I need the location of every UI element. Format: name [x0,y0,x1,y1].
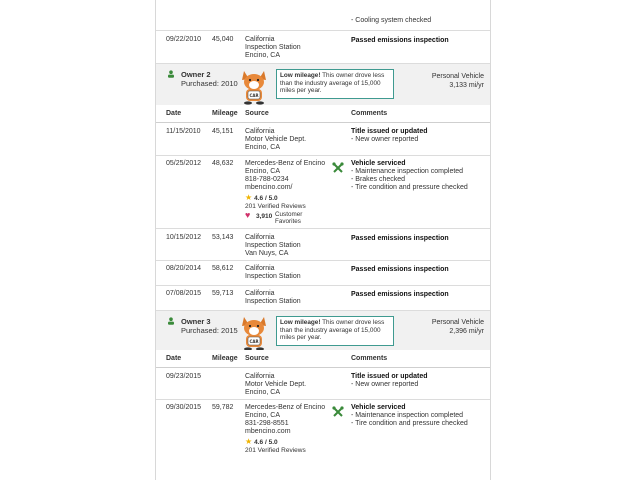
record-mileage: 48,632 [212,160,234,167]
favorites-count: 3,910 [256,213,273,220]
owner-purchased: Purchased: 2015 [181,326,238,335]
low-mileage-text: This owner drove less than the industry average of 15,000 miles per year. [280,319,385,342]
dealer-phone: 818-788-0234 [245,176,289,183]
header-source: Source [245,355,269,362]
heart-icon: ♥ [245,210,251,220]
verified-reviews-link[interactable]: 201 Verified Reviews [245,203,306,210]
table-row [156,286,490,311]
low-mileage-notice [276,316,394,346]
source-line: Encino, CA [245,144,281,151]
low-mileage-text: This owner drove less than the industry average of 15,000 miles per year. [280,72,385,95]
record-source [245,404,341,455]
comment-line: - Maintenance inspection completed [351,412,464,419]
svg-text:CAR: CAR [249,93,259,98]
low-mileage-label: Low mileage! [280,72,321,79]
source-line: Encino, CA [245,412,281,419]
favorites-label-line: Customer [275,211,303,218]
owner-3-header [156,311,490,351]
source-line: Inspection Station [245,273,301,280]
star-icon: ★ [245,193,253,202]
source-line: Inspection Station [245,298,301,305]
record-comment-title: Vehicle serviced [351,160,406,167]
record-date: 09/30/2015 [166,404,202,411]
record-comment-title: Title issued or updated [351,128,428,135]
record-source [245,36,341,60]
record-mileage: 58,612 [212,265,234,272]
record-comment-title: Vehicle serviced [351,404,406,411]
source-line: California [245,265,275,272]
vehicle-type: Personal Vehicle [431,319,484,326]
owner-2-header [156,64,490,106]
table-row [156,368,490,400]
record-source [245,128,341,152]
carfax-fox-mascot [236,67,272,105]
record-comment [351,373,486,389]
vehicle-usage [432,319,484,336]
record-mileage: 59,713 [212,290,234,297]
rating-value: 4.6 / 5.0 [254,439,278,446]
record-comment-title: Passed emissions inspection [351,37,449,44]
header-comments: Comments [351,355,388,362]
header-mileage: Mileage [212,355,238,362]
carfax-fox-mascot [236,313,272,351]
record-mileage: 59,782 [212,404,234,411]
record-comment [351,404,486,428]
comment-line: - Tire condition and pressure checked [351,420,468,427]
record-date: 10/15/2012 [166,234,202,241]
person-icon [167,317,175,325]
service-tools-icon [332,406,344,418]
record-source [245,290,341,306]
source-line: Motor Vehicle Dept. [245,381,307,388]
source-line: California [245,36,275,43]
record-comment-title: Passed emissions inspection [351,266,449,273]
record-date: 09/23/2015 [166,373,202,380]
record-source [245,265,341,281]
dealer-rating [245,438,341,447]
header-source: Source [245,110,269,117]
record-comment [351,160,486,192]
favorites-label [275,211,302,225]
record-source [245,234,341,258]
header-date: Date [166,355,182,362]
source-line: Inspection Station [245,242,301,249]
owner-purchased: Purchased: 2010 [181,79,238,88]
comment-line: - New owner reported [351,136,419,143]
favorites-label-line: Favorites [275,218,301,225]
dealer-website[interactable]: mbencino.com/ [245,184,293,191]
header-date: Date [166,110,182,117]
record-mileage: 45,040 [212,36,234,43]
table-row [156,229,490,261]
table-row [156,30,490,64]
mileage-rate: 3,133 mi/yr [449,81,484,89]
source-line: Encino, CA [245,168,281,175]
person-icon [167,70,175,78]
comment-line: - Tire condition and pressure checked [351,184,468,191]
dealer-rating [245,194,341,203]
customer-favorites [245,212,341,226]
comment-line: - Brakes checked [351,176,406,183]
source-line: California [245,128,275,135]
record-source [245,160,341,226]
table-header [156,105,490,123]
source-line: Encino, CA [245,389,281,396]
dealer-link[interactable]: Mercedes-Benz of Encino [245,160,326,167]
record-mileage: 45,151 [212,128,234,135]
source-line: California [245,290,275,297]
comment-line: - Maintenance inspection completed [351,168,464,175]
record-date: 05/25/2012 [166,160,202,167]
record-fragment [156,0,490,31]
source-line: Motor Vehicle Dept. [245,136,307,143]
record-comment-title: Passed emissions inspection [351,291,449,298]
mileage-rate: 2,396 mi/yr [449,327,484,335]
star-icon: ★ [245,437,253,446]
table-row [156,261,490,286]
header-comments: Comments [351,110,388,117]
svg-text:CAR: CAR [249,339,259,344]
record-mileage: 53,143 [212,234,234,241]
source-line: Inspection Station [245,44,301,51]
owner-name: Owner 3 [181,317,211,326]
record-source [245,373,341,397]
comment-line: - New owner reported [351,381,419,388]
verified-reviews-link[interactable]: 201 Verified Reviews [245,447,306,454]
table-row [156,400,490,466]
record-comment-title: Title issued or updated [351,373,428,380]
comment-line: - Cooling system checked [351,17,432,24]
source-line: California [245,234,275,241]
header-mileage: Mileage [212,110,238,117]
vehicle-type: Personal Vehicle [431,73,484,80]
record-date: 07/08/2015 [166,290,202,297]
owner-name: Owner 2 [181,70,211,79]
vehicle-usage [432,73,484,90]
record-comment [351,128,486,144]
record-date: 08/20/2014 [166,265,202,272]
service-tools-icon [332,162,344,174]
rating-value: 4.6 / 5.0 [254,195,278,202]
vehicle-history-page [155,0,491,480]
record-comment-title: Passed emissions inspection [351,235,449,242]
dealer-website[interactable]: mbencino.com [245,428,291,435]
dealer-phone: 831-298-8551 [245,420,289,427]
source-line: California [245,373,275,380]
table-row [156,123,490,156]
low-mileage-notice [276,69,394,99]
record-date: 09/22/2010 [166,36,202,43]
dealer-link[interactable]: Mercedes-Benz of Encino [245,404,326,411]
low-mileage-label: Low mileage! [280,319,321,326]
table-row [156,156,490,229]
source-line: Encino, CA [245,52,281,59]
source-line: Van Nuys, CA [245,250,289,257]
record-date: 11/15/2010 [166,128,201,135]
table-header [156,350,490,368]
